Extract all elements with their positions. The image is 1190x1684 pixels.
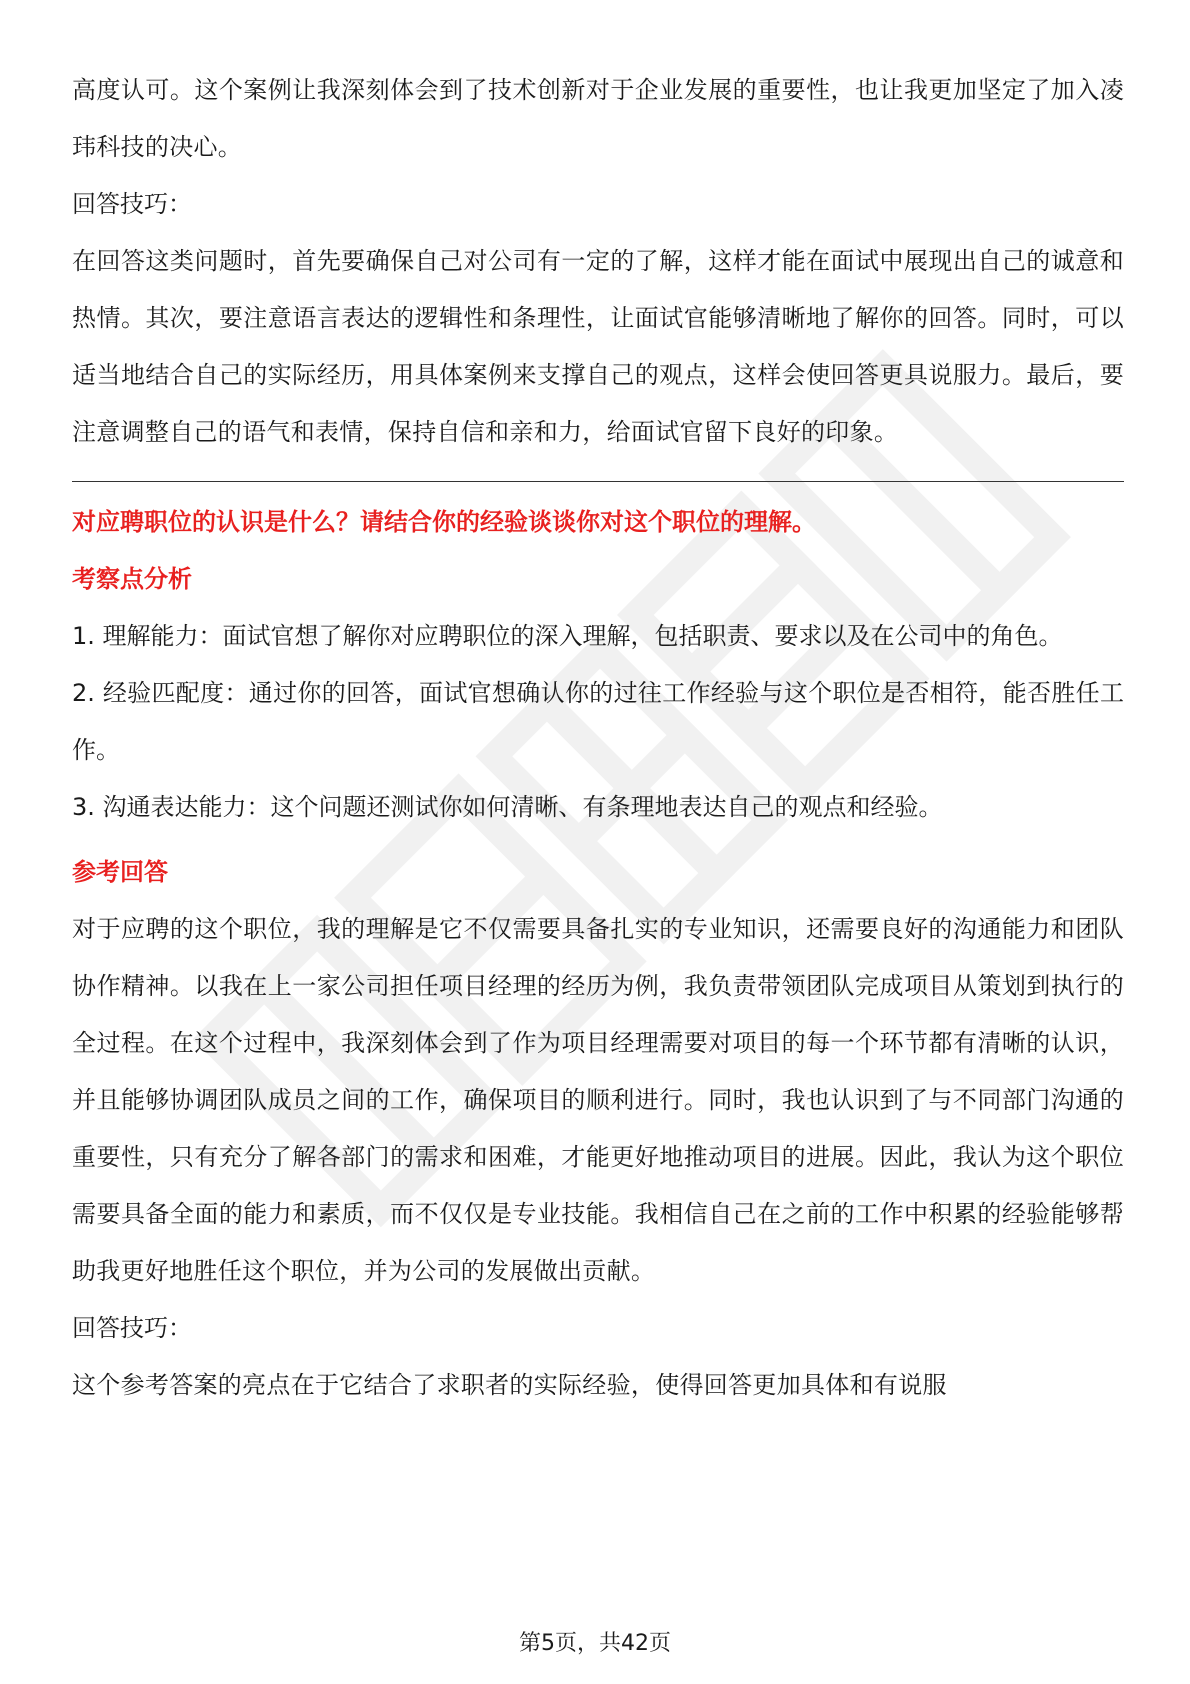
reference-answer: 对于应聘的这个职位，我的理解是它不仅需要具备扎实的专业知识，还需要良好的沟通能力和团队协作精神。以我在上一家公司担任项目经理的经历为例，我负责带领团队完成项目从策划到执行的全过程。在这个过程中，我深刻体会到了作为项目经理需要对项目的每一个环节都有清晰的认识，并且能够协调团队成员之间的工作，确保项目的顺利进行。同时，我也认识到了与不同部门沟通的重要性，只有充分了解各部门的需求和困难，才能更好地推动项目的进展。因此，我认为这个职位需要具备全面的能力和素质，而不仅仅是专业技能。我相信自己在之前的工作中积累的经验能够帮助我更好地胜任这个职位，并为公司的发展做出贡献。	[72, 915, 1124, 1285]
tips-label: 回答技巧：	[72, 1314, 192, 1342]
section-divider	[72, 481, 1124, 482]
analysis-item: 1. 理解能力：面试官想了解你对应聘职位的深入理解，包括职责、要求以及在公司中的角色。	[72, 622, 1063, 650]
tips-label: 回答技巧：	[72, 190, 192, 218]
tips-text: 在回答这类问题时，首先要确保自己对公司有一定的了解，这样才能在面试中展现出自己的诚意和热情。其次，要注意语言表达的逻辑性和条理性，让面试官能够清晰地了解你的回答。同时，可以适当地结合自己的实际经历，用具体案例来支撑自己的观点，这样会使回答更具说服力。最后，要注意调整自己的语气和表情，保持自信和亲和力，给面试官留下良好的印象。	[72, 247, 1124, 446]
tips-text: 这个参考答案的亮点在于它结合了求职者的实际经验，使得回答更加具体和有说服	[72, 1371, 947, 1399]
answer-continuation: 高度认可。这个案例让我深刻体会到了技术创新对于企业发展的重要性，也让我更加坚定了加入凌玮科技的决心。	[72, 76, 1124, 161]
analysis-item: 2. 经验匹配度：通过你的回答，面试官想确认你的过往工作经验与这个职位是否相符，能否胜任工作。	[72, 679, 1124, 764]
reference-heading: 参考回答	[72, 858, 168, 886]
question-title: 对应聘职位的认识是什么？请结合你的经验谈谈你对这个职位的理解。	[72, 508, 816, 536]
analysis-item: 3. 沟通表达能力：这个问题还测试你如何清晰、有条理地表达自己的观点和经验。	[72, 793, 943, 821]
document-body	[72, 62, 1124, 1414]
analysis-heading: 考察点分析	[72, 565, 192, 593]
page-indicator: 第5页，共42页	[519, 1631, 671, 1656]
